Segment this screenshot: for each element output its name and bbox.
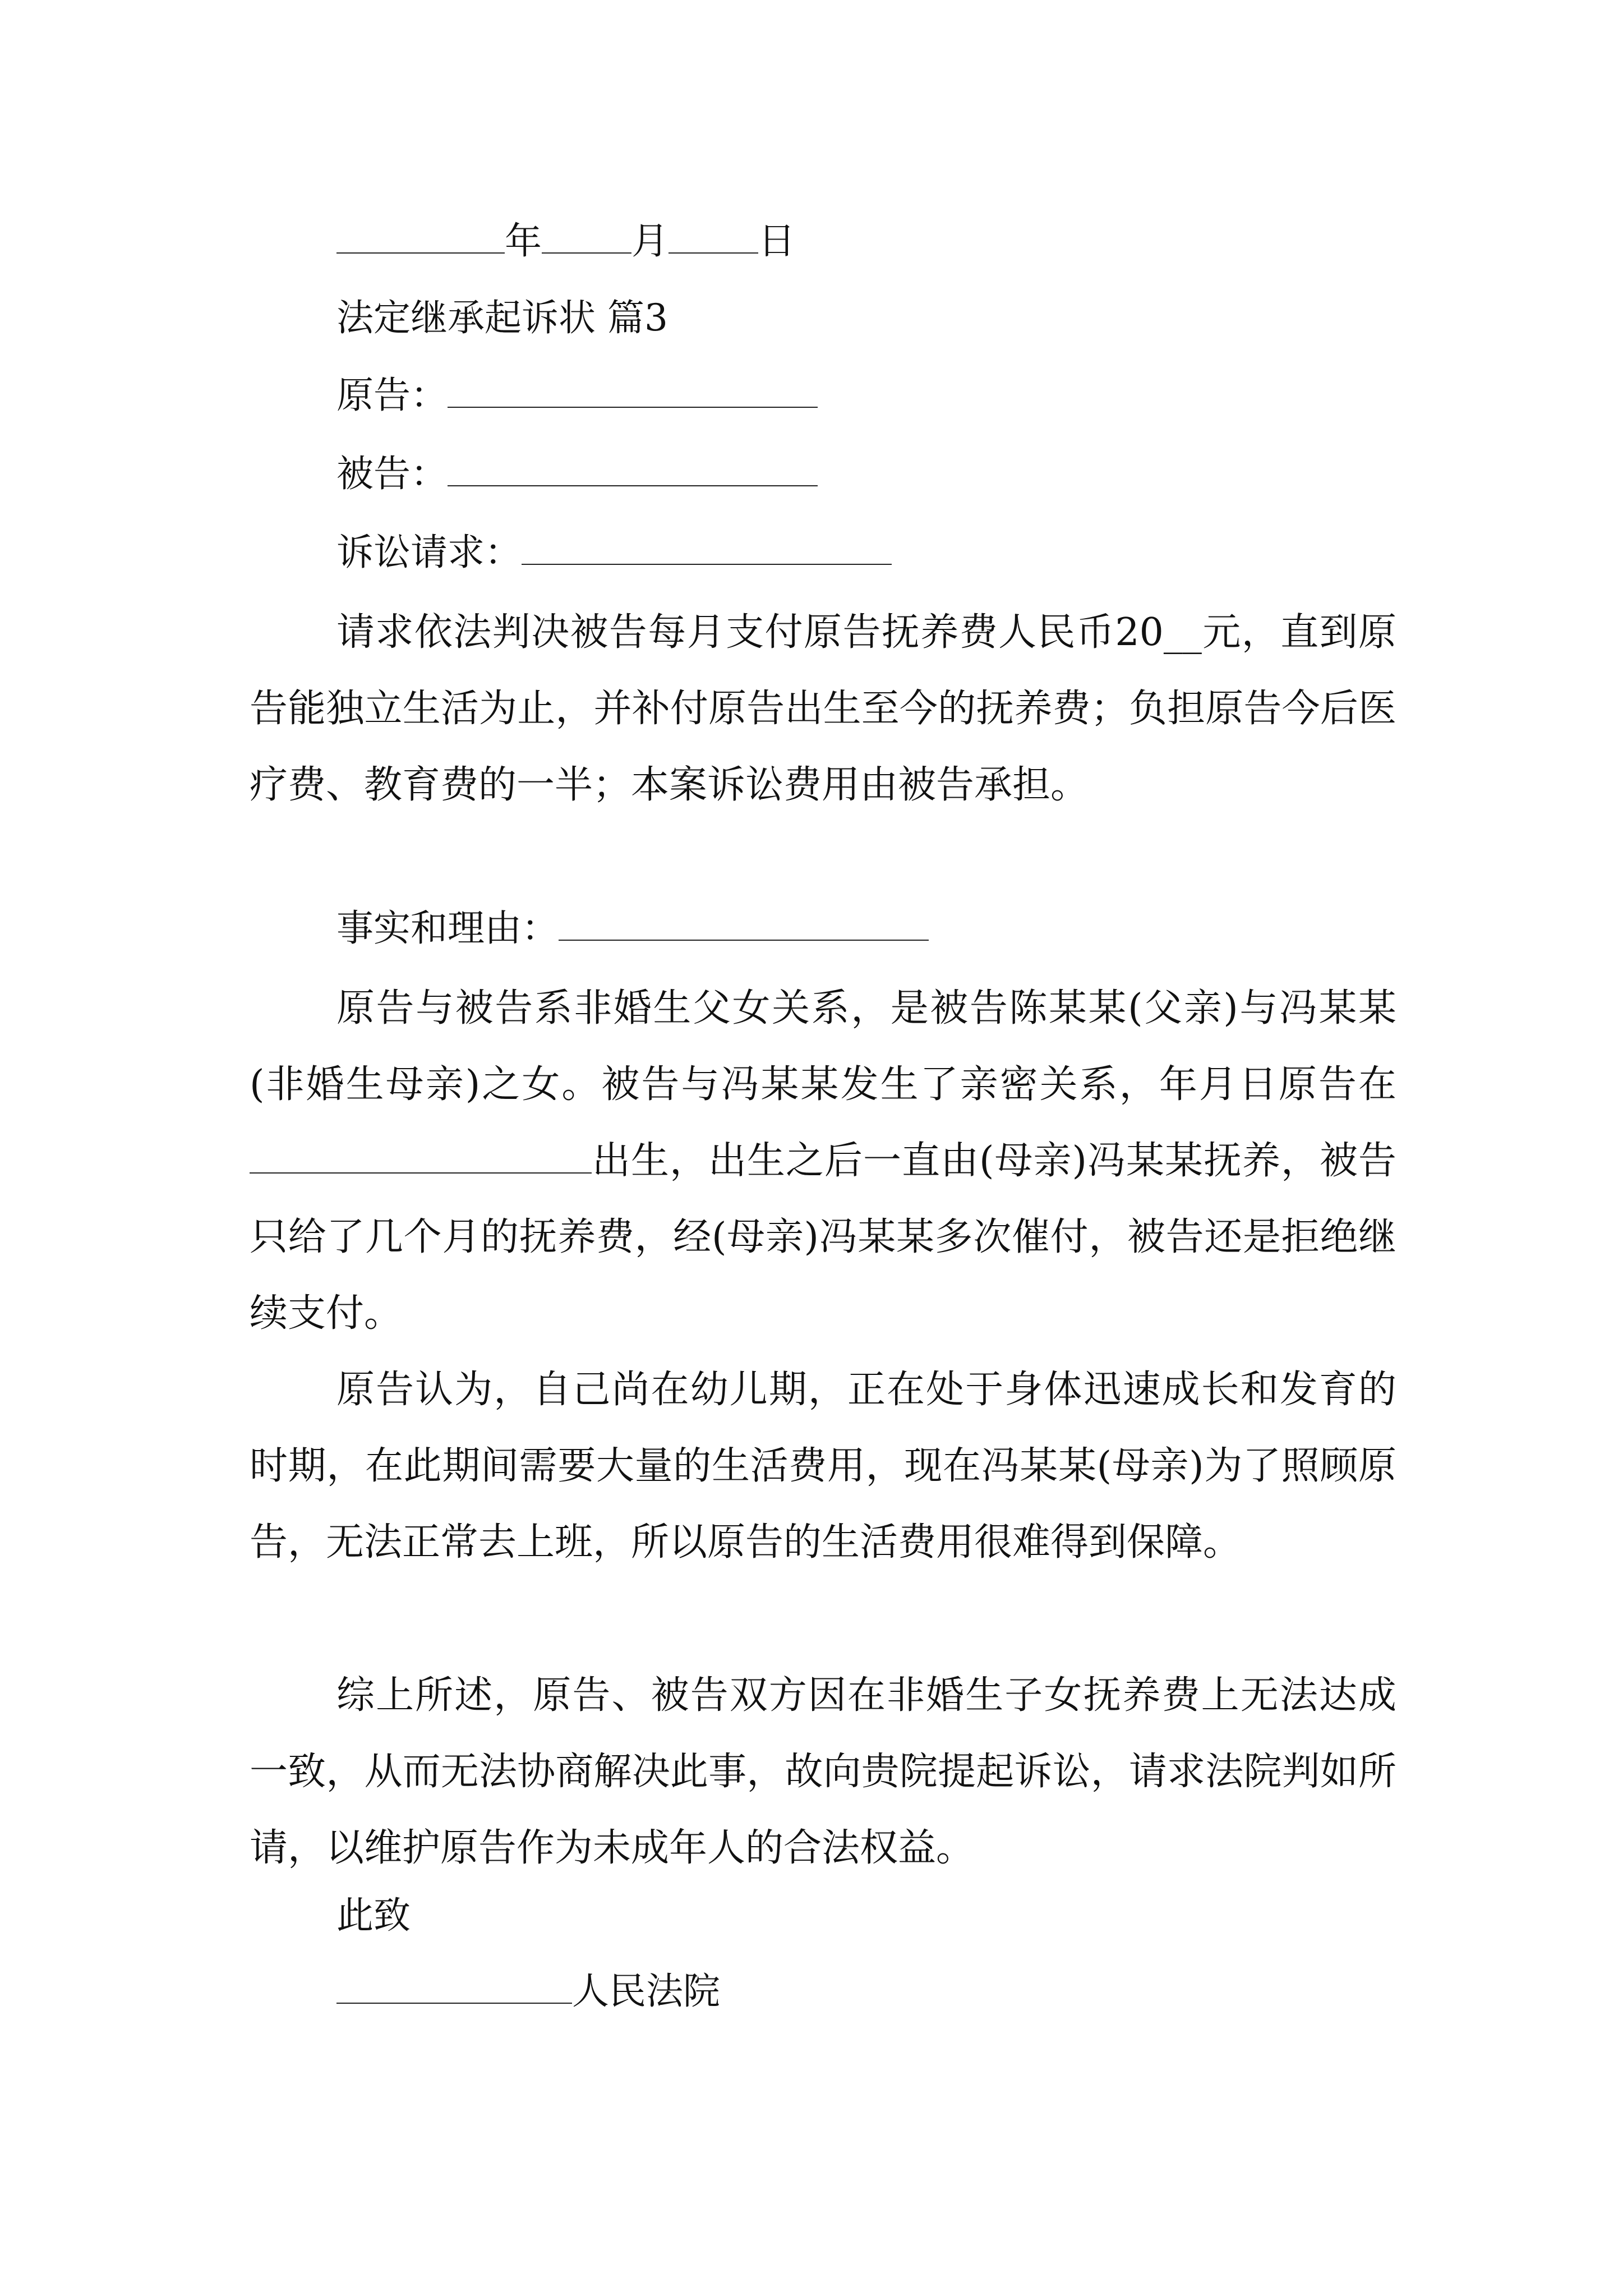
claims-label: 诉讼请求： xyxy=(336,531,522,574)
facts-paragraph-2: 原告认为，自己尚在幼儿期，正在处于身体迅速成长和发育的时期，在此期间需要大量的生活费用，现在冯某某(母亲)为了照顾原告，无法正常去上班，所以原告的生活费用很难得到保障。 xyxy=(250,1368,1396,1565)
year-blank xyxy=(336,218,505,254)
salutation: 此致 xyxy=(336,1894,411,1937)
plaintiff-blank xyxy=(448,372,818,408)
defendant-blank xyxy=(448,450,818,486)
facts-paragraph-1-part1: 原告与被告系非婚生父女关系，是被告陈某某(父亲)与冯某某(非婚生母亲)之女。被告与冯某某发生了亲密关系，年月日原告在 xyxy=(250,986,1396,1107)
defendant-label: 被告： xyxy=(336,452,448,495)
facts-field xyxy=(336,903,929,954)
plaintiff-field xyxy=(336,370,818,421)
day-label: 日 xyxy=(758,219,795,263)
facts-label: 事实和理由： xyxy=(336,907,559,950)
facts-blank xyxy=(559,905,929,941)
day-blank xyxy=(668,218,758,254)
year-label: 年 xyxy=(505,219,542,263)
court-line xyxy=(336,1966,720,2017)
document-heading: 法定继承起诉状 篇3 xyxy=(336,296,668,339)
summary-paragraph: 综上所述，原告、被告双方因在非婚生子女抚养费上无法达成一致，从而无法协商解决此事，故向贵院提起诉讼，请求法院判如所请，以维护原告作为未成年人的合法权益。 xyxy=(250,1673,1396,1870)
facts-paragraph-1 xyxy=(250,970,1396,1352)
defendant-field xyxy=(336,449,818,499)
court-suffix: 人民法院 xyxy=(572,1970,720,2013)
claims-field xyxy=(336,527,892,578)
claims-blank xyxy=(522,529,892,565)
court-name-blank xyxy=(336,1968,572,2004)
month-blank xyxy=(542,218,631,254)
birthplace-blank xyxy=(250,1138,592,1174)
facts-paragraph-1-part2: 出生，出生之后一直由(母亲)冯某某抚养，被告只给了几个月的抚养费，经(母亲)冯某某多次催付，被告还是拒绝继续支付。 xyxy=(250,1139,1396,1336)
date-line xyxy=(336,216,795,266)
plaintiff-label: 原告： xyxy=(336,374,448,417)
claims-paragraph: 请求依法判决被告每月支付原告抚养费人民币20__元，直到原告能独立生活为止，并补付原告出生至今的抚养费；负担原告今后医疗费、教育费的一半；本案诉讼费用由被告承担。 xyxy=(250,610,1396,807)
month-label: 月 xyxy=(631,219,668,263)
